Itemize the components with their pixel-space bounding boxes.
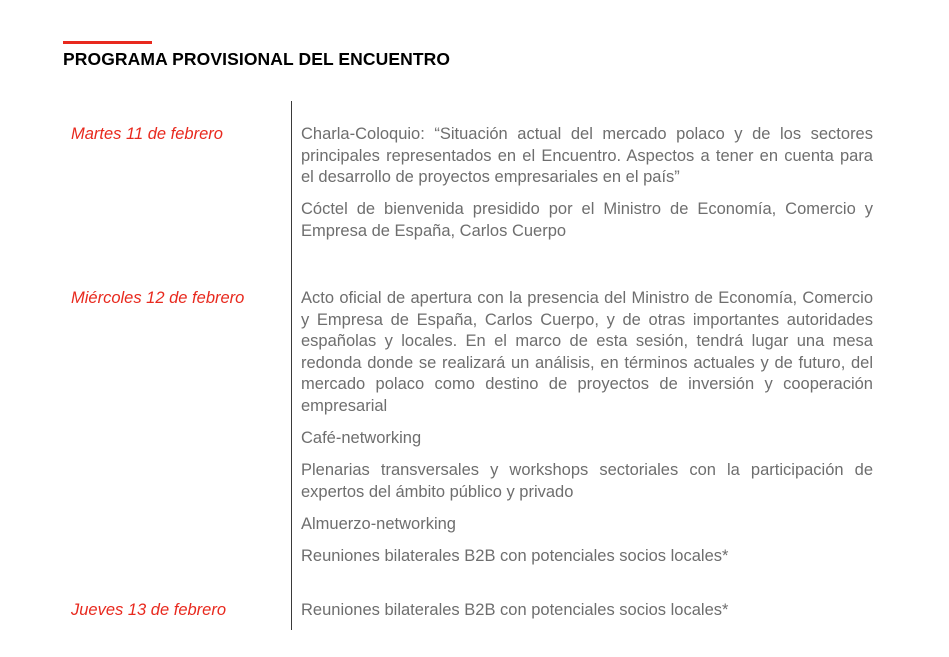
event-item: Reuniones bilaterales B2B con potenciales socios locales* — [301, 546, 729, 565]
vertical-divider — [291, 101, 292, 630]
event-list — [301, 288, 873, 578]
event-list — [301, 600, 873, 632]
event-item: Almuerzo-networking — [301, 514, 456, 533]
event-item: Acto oficial de apertura con la presencia del Ministro de Economía, Comercio y Empresa de España, Carlos Cuerpo, y de otras importantes autoridades españolas y locales. En el marco de esta sesión, tendrá lugar una mesa redonda donde se realizará un análisis, en términos actuales y de futuro, del mercado polaco como destino de proyectos de inversión y cooperación empresarial — [301, 289, 873, 415]
event-item: Cóctel de bienvenida presidido por el Ministro de Economía, Comercio y Empresa de España, Carlos Cuerpo — [301, 200, 873, 240]
day-label: Jueves 13 de febrero — [71, 601, 227, 619]
day-label: Miércoles 12 de febrero — [71, 289, 245, 307]
event-item: Plenarias transversales y workshops sectoriales con la participación de expertos del ámbito público y privado — [301, 461, 873, 501]
day-label: Martes 11 de febrero — [71, 125, 223, 143]
event-list — [301, 124, 873, 253]
accent-rule — [63, 41, 152, 44]
event-item: Café-networking — [301, 429, 422, 448]
page-title: PROGRAMA PROVISIONAL DEL ENCUENTRO — [63, 49, 451, 69]
event-item: Reuniones bilaterales B2B con potenciales socios locales* — [301, 601, 729, 619]
event-item: Charla-Coloquio: “Situación actual del mercado polaco y de los sectores principales representados en el Encuentro. Aspectos a tener en cuenta para el desarrollo de proyectos empresariales en el país” — [301, 125, 873, 187]
